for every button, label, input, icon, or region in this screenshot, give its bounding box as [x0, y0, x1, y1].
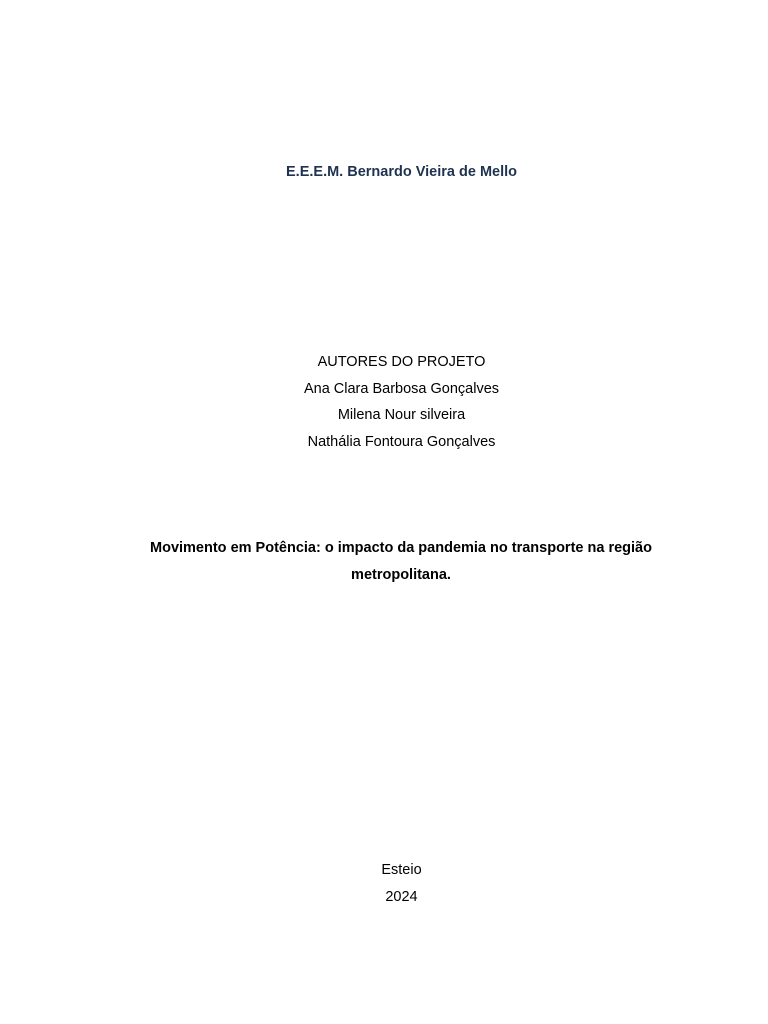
author-name: Ana Clara Barbosa Gonçalves: [303, 380, 500, 397]
authors-heading: AUTORES DO PROJETO: [317, 354, 486, 370]
project-title: Movimento em Potência: o impacto da pandemia no transporte na região metropolitana.: [150, 540, 652, 583]
city: Esteio: [381, 862, 422, 878]
author-name: Nathália Fontoura Gonçalves: [307, 433, 496, 450]
author-name: Milena Nour silveira: [337, 407, 466, 423]
school-header: [0, 163, 768, 181]
footer-block: [0, 857, 768, 911]
authors-block: [0, 349, 768, 455]
school-name: E.E.E.M. Bernardo Vieira de Mello: [286, 164, 517, 180]
year: 2024: [385, 889, 418, 905]
